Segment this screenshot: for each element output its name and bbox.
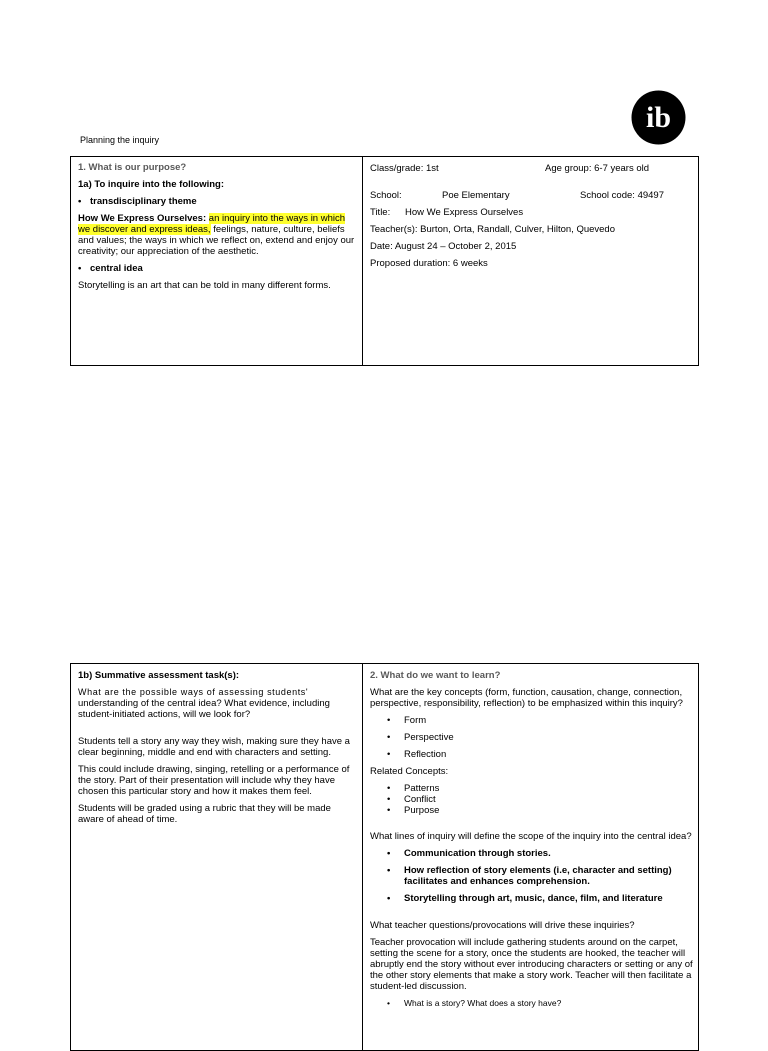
theme-description bbox=[78, 213, 357, 257]
learn-cell bbox=[363, 664, 699, 1051]
unit-info-cell bbox=[363, 157, 699, 366]
school-name: Poe Elementary bbox=[442, 190, 510, 201]
title-label: Title: bbox=[370, 207, 391, 218]
assessment-cell bbox=[71, 664, 363, 1051]
school-label: School: bbox=[370, 190, 402, 201]
school-code: School code: 49497 bbox=[580, 190, 664, 201]
date-range: Date: August 24 – October 2, 2015 bbox=[370, 241, 517, 252]
line-of-inquiry-item: • How reflection of story elements (i.e, character and setting) facilitates and enhances comprehension. bbox=[370, 865, 693, 887]
planning-table-top bbox=[70, 156, 699, 366]
inquire-subheading: 1a) To inquire into the following: bbox=[78, 179, 225, 190]
learn-heading: 2. What do we want to learn? bbox=[370, 670, 501, 681]
line-of-inquiry-item: • Storytelling through art, music, dance, film, and literature bbox=[370, 893, 693, 904]
purpose-cell bbox=[71, 157, 363, 366]
related-concept-item: • Conflict bbox=[370, 794, 693, 805]
assessment-question bbox=[78, 687, 357, 720]
provocation-question: What teacher questions/provocations will drive these inquiries? bbox=[370, 920, 635, 931]
assessment-para-3: Students will be graded using a rubric that they will be made aware of ahead of time. bbox=[78, 803, 331, 825]
age-group: Age group: 6-7 years old bbox=[545, 163, 650, 174]
key-concept-item: • Reflection bbox=[370, 749, 693, 760]
theme-highlight: an inquiry into the ways in which we discover and express ideas, bbox=[78, 213, 346, 235]
teachers: Teacher(s): Burton, Orta, Randall, Culver, Hilton, Quevedo bbox=[370, 224, 616, 235]
central-idea-bullet: • central idea bbox=[78, 263, 357, 274]
related-concept-item: • Purpose bbox=[370, 805, 693, 816]
key-concepts-question: What are the key concepts (form, function, causation, change, connection, perspective, responsibility, reflection) to be emphasized within this inquiry? bbox=[370, 687, 683, 709]
ib-logo-text: ib bbox=[645, 101, 672, 134]
proposed-duration: Proposed duration: 6 weeks bbox=[370, 258, 488, 269]
assessment-para-2: This could include drawing, singing, retelling or a performance of the story. Part of their presentation will include why they have chosen this particular story and how it makes them feel. bbox=[78, 764, 350, 797]
theme-rest: feelings, nature, culture, beliefs and values; the ways in which we reflect on, extend and enjoy our creativity; our appreciation of the aesthetic. bbox=[78, 224, 355, 257]
assessment-question-spaced: What are the possible ways of assessing students' bbox=[78, 687, 309, 697]
line-of-inquiry-item: • Communication through stories. bbox=[370, 848, 693, 859]
page-header-label: Planning the inquiry bbox=[80, 135, 160, 145]
provocation-text: Teacher provocation will include gathering students around on the carpet, setting the scene for a story, once the students are hooked, the teacher will abruptly end the story without ever introducing characters or setting or any of the other story elements that make a story work. Teacher will then facilitate a student-led discussion. bbox=[370, 937, 693, 992]
teacher-question-item: • What is a story? What does a story have? bbox=[370, 998, 693, 1009]
related-concepts-label: Related Concepts: bbox=[370, 766, 449, 777]
key-concept-item: • Form bbox=[370, 715, 693, 726]
assessment-question-rest: understanding of the central idea? What evidence, including student-initiated actions, will we look for? bbox=[78, 698, 330, 720]
key-concept-item: • Perspective bbox=[370, 732, 693, 743]
planning-table-bottom bbox=[70, 663, 699, 1051]
title-value: How We Express Ourselves bbox=[405, 207, 524, 218]
ib-logo-icon bbox=[631, 90, 686, 145]
purpose-heading: 1. What is our purpose? bbox=[78, 162, 187, 173]
theme-title: How We Express Ourselves: bbox=[78, 213, 207, 224]
central-idea-text: Storytelling is an art that can be told in many different forms. bbox=[78, 280, 331, 291]
class-grade: Class/grade: 1st bbox=[370, 163, 439, 174]
assessment-para-1: Students tell a story any way they wish, making sure they have a clear beginning, middle and end with characters and setting. bbox=[78, 736, 350, 758]
lines-of-inquiry-question: What lines of inquiry will define the scope of the inquiry into the central idea? bbox=[370, 831, 692, 842]
assessment-heading: 1b) Summative assessment task(s): bbox=[78, 670, 240, 681]
theme-bullet: • transdisciplinary theme bbox=[78, 196, 357, 207]
related-concept-item: • Patterns bbox=[370, 783, 693, 794]
